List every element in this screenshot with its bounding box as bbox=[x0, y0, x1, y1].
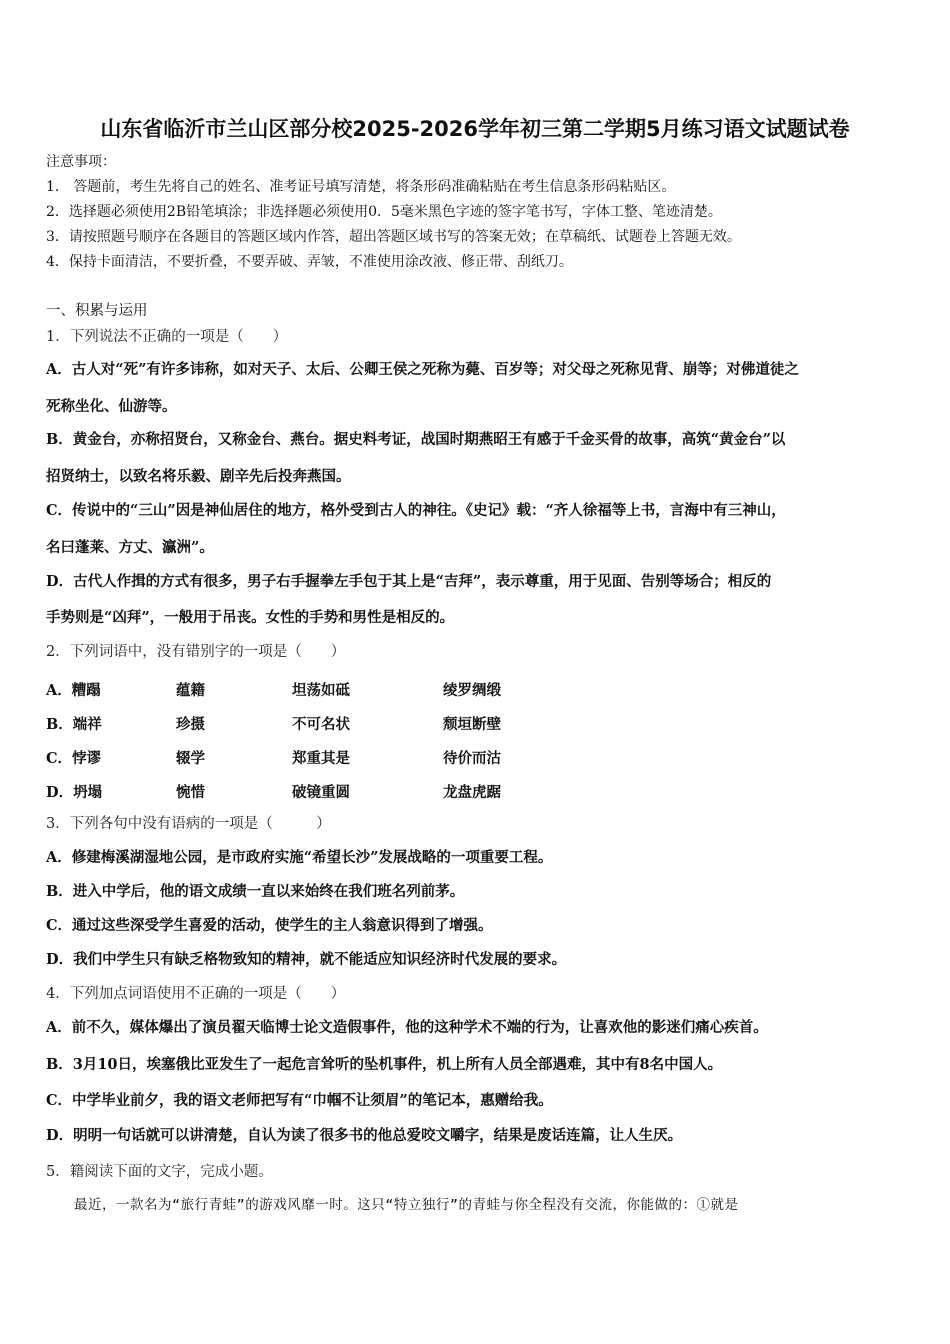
q2-d-word4: 龙盘虎踞 bbox=[443, 784, 501, 801]
q3-option-a: A．修建梅溪湖湿地公园，是市政府实施“希望长沙”发展战略的一项重要工程。 bbox=[46, 849, 553, 866]
q1-option-b-line1: B．黄金台，亦称招贤台，又称金台、燕台。据史料考证，战国时期燕昭王有感于千金买骨的故事，高筑“黄金台”以 bbox=[46, 431, 786, 448]
q2-a-word1: A．糟蹋 bbox=[46, 682, 101, 699]
q3-option-b: B．进入中学后，他的语文成绩一直以来始终在我们班名列前茅。 bbox=[46, 883, 465, 900]
q1-option-c-line1: C．传说中的“三山”因是神仙居住的地方，格外受到古人的神往。《史记》载：“齐人徐福等上书，言海中有三神山， bbox=[46, 502, 786, 519]
q2-stem: 2．下列词语中，没有错别字的一项是（ ） bbox=[46, 644, 346, 660]
q5-stem: 5．籍阅读下面的文字，完成小题。 bbox=[46, 1164, 273, 1180]
notice-item-1: 1. 答题前，考生先将自己的姓名、准考证号填写清楚，将条形码准确粘贴在考生信息条形码粘贴区。 bbox=[46, 179, 676, 195]
notice-item-2: 2．选择题必须使用2B铅笔填涂；非选择题必须使用0．5毫米黑色字迹的签字笔书写，字体工整、笔迹清楚。 bbox=[46, 204, 722, 220]
q2-b-word3: 不可名状 bbox=[292, 716, 350, 733]
q1-option-c-line2: 名曰蓬莱、方丈、瀛洲”。 bbox=[46, 539, 214, 556]
q2-b-word4: 颓垣断壁 bbox=[443, 716, 501, 733]
q2-c-word2: 辍学 bbox=[176, 750, 205, 767]
notice-item-3: 3．请按照题号顺序在各题目的答题区域内作答，超出答题区域书写的答案无效；在草稿纸、试题卷上答题无效。 bbox=[46, 229, 741, 245]
q2-c-word3: 郑重其是 bbox=[292, 750, 350, 767]
q2-a-word4: 绫罗绸缎 bbox=[443, 682, 501, 699]
q4-stem: 4．下列加点词语使用不正确的一项是（ ） bbox=[46, 986, 346, 1002]
section-heading: 一、积累与运用 bbox=[46, 303, 148, 319]
q2-c-word4: 待价而沽 bbox=[443, 750, 501, 767]
q2-a-word2: 蕴籍 bbox=[176, 682, 205, 699]
q4-option-b: B．3月10日，埃塞俄比亚发生了一起危言耸听的坠机事件，机上所有人员全部遇难，其中有8名中国人。 bbox=[46, 1056, 723, 1073]
q1-option-d-line2: 手势则是“凶拜”，一般用于吊丧。女性的手势和男性是相反的。 bbox=[46, 609, 455, 626]
q2-b-word2: 珍摄 bbox=[176, 716, 205, 733]
q4-option-d: D．明明一句话就可以讲清楚，自认为读了很多书的他总爱咬文嚼字，结果是废话连篇，让人生厌。 bbox=[46, 1127, 683, 1144]
q2-b-word1: B．端祥 bbox=[46, 716, 102, 733]
q1-stem: 1．下列说法不正确的一项是（ ） bbox=[46, 329, 288, 345]
q1-option-d-line1: D．古代人作揖的方式有很多，男子右手握拳左手包于其上是“吉拜”，表示尊重，用于见面、告别等场合；相反的 bbox=[46, 573, 772, 590]
q3-option-c: C．通过这些深受学生喜爱的活动，使学生的主人翁意识得到了增强。 bbox=[46, 917, 493, 934]
q2-d-word1: D．坍塌 bbox=[46, 784, 103, 801]
q1-option-a-line1: A．古人对“死”有许多讳称，如对天子、太后、公卿王侯之死称为薨、百岁等；对父母之死称见背、崩等；对佛道徒之 bbox=[46, 361, 799, 378]
q5-passage: 最近，一款名为“旅行青蛙”的游戏风靡一时。这只“特立独行”的青蛙与你全程没有交流，你能做的：①就是 bbox=[46, 1197, 739, 1213]
q2-d-word3: 破镜重圆 bbox=[292, 784, 350, 801]
q3-stem: 3．下列各句中没有语病的一项是（ ） bbox=[46, 816, 331, 832]
q2-a-word3: 坦荡如砥 bbox=[292, 682, 350, 699]
q4-option-c: C．中学毕业前夕，我的语文老师把写有“巾帼不让须眉”的笔记本，惠赠给我。 bbox=[46, 1092, 553, 1109]
exam-title: 山东省临沂市兰山区部分校2025-2026学年初三第二学期5月练习语文试题试卷 bbox=[100, 117, 850, 141]
q4-option-a: A．前不久，媒体爆出了演员翟天临博士论文造假事件，他的这种学术不端的行为，让喜欢他的影迷们痛心疾首。 bbox=[46, 1019, 768, 1036]
q2-d-word2: 惋惜 bbox=[176, 784, 205, 801]
q3-option-d: D．我们中学生只有缺乏格物致知的精神，就不能适应知识经济时代发展的要求。 bbox=[46, 951, 567, 968]
q1-option-a-line2: 死称坐化、仙游等。 bbox=[46, 398, 177, 415]
notice-item-4: 4．保持卡面清洁，不要折叠，不要弄破、弄皱，不准使用涂改液、修正带、刮纸刀。 bbox=[46, 254, 573, 270]
notice-heading: 注意事项： bbox=[46, 154, 116, 170]
q2-c-word1: C．悖谬 bbox=[46, 750, 102, 767]
q1-option-b-line2: 招贤纳士，以致名将乐毅、剧辛先后投奔燕国。 bbox=[46, 468, 351, 485]
